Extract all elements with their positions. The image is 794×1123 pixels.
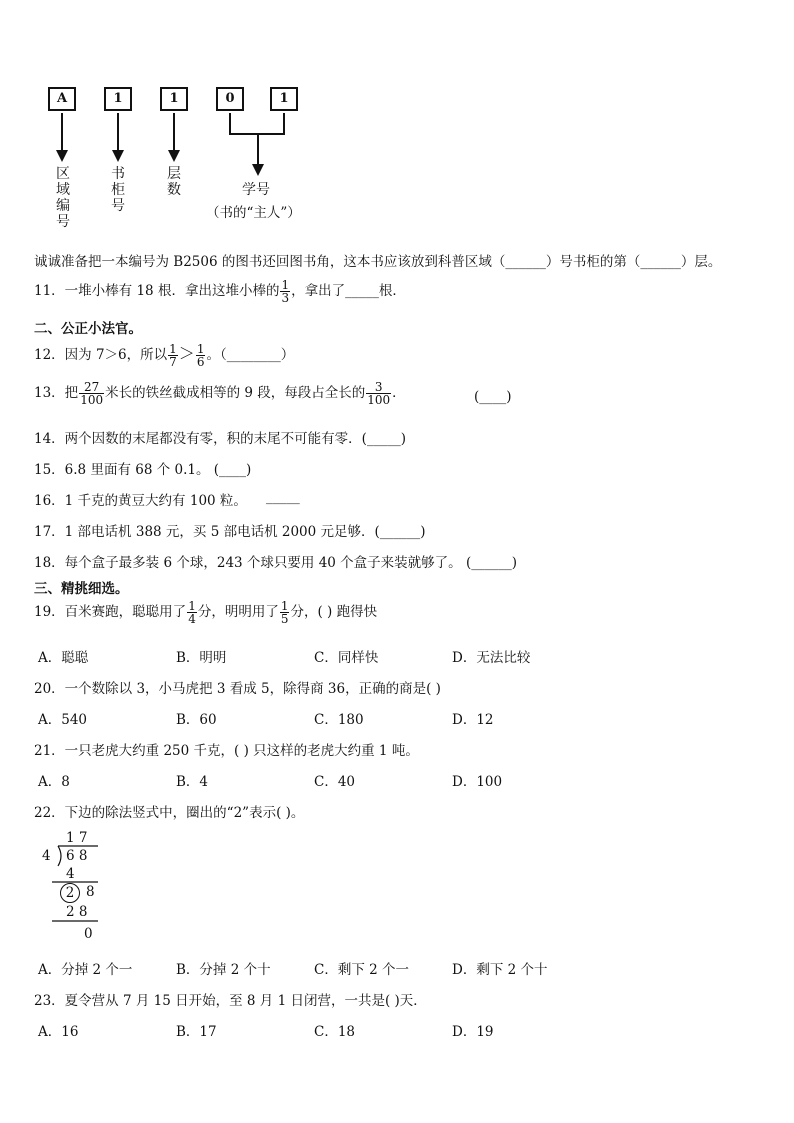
code-box-area: A xyxy=(48,87,76,111)
label-cabinet: 书 柜 号 xyxy=(111,166,125,214)
q21-option-a[interactable]: A．8 xyxy=(38,774,70,790)
question-21: 21．一只老虎大约重 250 千克，( ) 只这样的老虎大约重 1 吨。 xyxy=(34,743,419,759)
q19-option-d[interactable]: D．无法比较 xyxy=(452,650,531,666)
division-remainder: 0 xyxy=(84,926,93,942)
q23-option-a[interactable]: A．16 xyxy=(38,1024,79,1040)
division-step1: 4 xyxy=(66,866,75,882)
question-19: 19．百米赛跑，聪聪用了 $\frac{1}{4}$ 分，明明用了 $\frac{1}{5}$ 分，( ) 跑得快 xyxy=(34,599,378,626)
division-step2: 2 8 xyxy=(66,904,88,920)
question-13-answer: (____) xyxy=(474,389,512,405)
question-16: 16．1 千克的黄豆大约有 100 粒。 xyxy=(34,493,247,509)
bracket-student xyxy=(230,113,284,134)
label-student: 学号 xyxy=(242,182,270,198)
question-11: 11．一堆小棒有 18 根．拿出这堆小棒的 $\frac{1}{3}$ ，拿出了_____根． xyxy=(34,278,406,305)
q22-option-a[interactable]: A．分掉 2 个一 xyxy=(38,962,133,978)
question-23: 23．夏令营从 7 月 15 日开始，至 8 月 1 日闭营，一共是( )天． xyxy=(34,993,427,1009)
section-3-heading: 三、精挑细选。 xyxy=(34,581,129,597)
question-13: 13．把 $\frac{27}{100}$ 米长的铁丝截成相等的 9 段，每段占全长的 $\frac{3}{100}$ ． xyxy=(34,380,406,407)
q19-option-b[interactable]: B．明明 xyxy=(176,650,227,666)
division-divisor: 4 xyxy=(42,848,51,864)
code-box-layer: 1 xyxy=(160,87,188,111)
q20-option-c[interactable]: C．180 xyxy=(314,712,364,728)
division-quotient: 1 7 xyxy=(66,830,88,846)
q23-option-c[interactable]: C．18 xyxy=(314,1024,356,1040)
q19-option-a[interactable]: A．聪聪 xyxy=(38,650,89,666)
q20-option-a[interactable]: A．540 xyxy=(38,712,88,728)
q19-option-c[interactable]: C．同样快 xyxy=(314,650,379,666)
q20-option-d[interactable]: D．12 xyxy=(452,712,494,728)
question-12: 12．因为 7＞6，所以 $\frac{1}{7}$ ＞ $\frac{1}{6}$ 。（________） xyxy=(34,342,295,369)
division-circled-digit: 2 xyxy=(60,883,80,903)
division-lines xyxy=(0,0,120,950)
question-20: 20．一个数除以 3，小马虎把 3 看成 5，除得商 36，正确的商是( ) xyxy=(34,681,441,697)
question-22: 22．下边的除法竖式中，圈出的“2”表示( )。 xyxy=(34,805,305,821)
label-area: 区 域 编 号 xyxy=(56,166,70,230)
question-14: 14．两个因数的末尾都没有零，积的末尾不可能有零．(_____) xyxy=(34,431,406,447)
q21-option-c[interactable]: C．40 xyxy=(314,774,356,790)
q21-option-d[interactable]: D．100 xyxy=(452,774,503,790)
question-15: 15．6.8 里面有 68 个 0.1。 (____) xyxy=(34,462,252,478)
q21-option-b[interactable]: B．4 xyxy=(176,774,209,790)
code-box-cabinet: 1 xyxy=(104,87,132,111)
intro-question: 诚诚准备把一本编号为 B2506 的图书还回图书角，这本书应该放到科普区域（______）号书柜的第（______）层。 xyxy=(34,254,722,270)
q22-option-b[interactable]: B．分掉 2 个十 xyxy=(176,962,271,978)
label-owner: （书的“主人”） xyxy=(206,205,301,221)
q23-option-b[interactable]: B．17 xyxy=(176,1024,217,1040)
q22-option-d[interactable]: D．剩下 2 个十 xyxy=(452,962,548,978)
division-bring-down: 8 xyxy=(86,884,95,900)
code-box-student-2: 1 xyxy=(270,87,298,111)
question-16-answer: _____ xyxy=(266,489,300,505)
question-18: 18．每个盒子最多装 6 个球，243 个球只要用 40 个盒子来装就够了。 (______) xyxy=(34,555,517,571)
q22-option-c[interactable]: C．剩下 2 个一 xyxy=(314,962,410,978)
label-layer: 层 数 xyxy=(167,166,181,198)
code-box-student-1: 0 xyxy=(216,87,244,111)
section-2-heading: 二、公正小法官。 xyxy=(34,321,142,337)
question-17: 17．1 部电话机 388 元，买 5 部电话机 2000 元足够．(______) xyxy=(34,524,426,540)
q23-option-d[interactable]: D．19 xyxy=(452,1024,494,1040)
division-dividend: 6 8 xyxy=(66,848,88,864)
q20-option-b[interactable]: B．60 xyxy=(176,712,217,728)
